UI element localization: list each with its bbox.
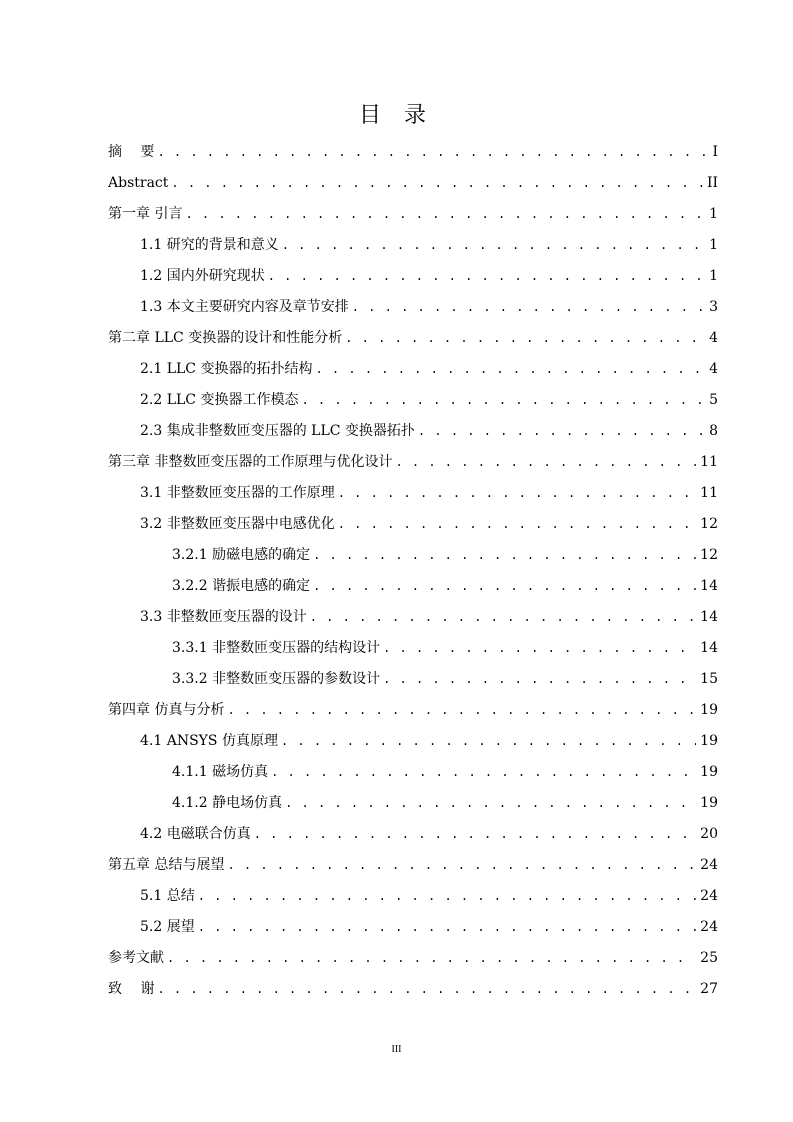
toc-entry-page: 14 xyxy=(700,578,718,594)
toc-entry[interactable] xyxy=(140,509,718,540)
toc-entry[interactable] xyxy=(140,292,718,323)
toc-dot-leader xyxy=(352,292,705,323)
toc-entry[interactable] xyxy=(140,819,718,850)
toc-entry-label: 3.3 非整数匝变压器的设计 xyxy=(140,609,307,625)
toc-entry-page: 24 xyxy=(700,888,718,904)
toc-dot-leader xyxy=(171,168,703,199)
toc-entry-page: 19 xyxy=(700,764,718,780)
toc-entry[interactable] xyxy=(108,695,718,726)
toc-entry[interactable] xyxy=(140,478,718,509)
toc-entry-page: 25 xyxy=(700,950,718,966)
toc-entry[interactable] xyxy=(140,385,718,416)
toc-entry-page: 12 xyxy=(700,547,718,563)
toc-entry[interactable] xyxy=(140,416,718,447)
toc-entry[interactable] xyxy=(108,943,718,974)
toc-entry-page: 19 xyxy=(700,733,718,749)
toc-entry-page: 19 xyxy=(700,795,718,811)
toc-dot-leader xyxy=(157,974,696,1005)
toc-dot-leader xyxy=(395,447,696,478)
toc-entry[interactable] xyxy=(108,137,718,168)
toc-entry-page: 24 xyxy=(700,919,718,935)
toc-dot-leader xyxy=(301,385,705,416)
toc-dot-leader xyxy=(227,850,696,881)
toc-dot-leader xyxy=(315,354,705,385)
toc-entry-page: 4 xyxy=(709,361,718,377)
toc-entry-label: 5.2 展望 xyxy=(140,919,195,935)
toc-entry-label: 3.2.1 励磁电感的确定 xyxy=(172,547,311,563)
toc-entry[interactable] xyxy=(172,757,718,788)
toc-entry-label: 4.1.2 静电场仿真 xyxy=(172,795,283,811)
toc-entry[interactable] xyxy=(108,199,718,230)
toc-entry[interactable] xyxy=(140,726,718,757)
toc-entry-label: 第二章 LLC 变换器的设计和性能分析 xyxy=(108,330,343,346)
toc-entry[interactable] xyxy=(108,974,718,1005)
toc-entry-label: 3.3.2 非整数匝变压器的参数设计 xyxy=(172,671,381,687)
toc-entry[interactable] xyxy=(108,168,718,199)
toc-entry-label: 第五章 总结与展望 xyxy=(108,857,225,873)
toc-entry[interactable] xyxy=(172,633,718,664)
toc-dot-leader xyxy=(310,602,696,633)
toc-entry-page: 1 xyxy=(709,237,718,253)
toc-entry[interactable] xyxy=(140,230,718,261)
toc-entry-page: 1 xyxy=(709,268,718,284)
toc-dot-leader xyxy=(198,881,696,912)
toc-entry[interactable] xyxy=(108,447,718,478)
toc-entry-page: 27 xyxy=(700,981,718,997)
toc-entry[interactable] xyxy=(172,788,718,819)
toc-entry[interactable] xyxy=(140,261,718,292)
page-number: III xyxy=(391,1044,402,1055)
toc-entry-label: 5.1 总结 xyxy=(140,888,195,904)
toc-dot-leader xyxy=(313,571,696,602)
toc-entry-page: 20 xyxy=(700,826,718,842)
toc-entry-page: 8 xyxy=(709,423,718,439)
toc-entry-page: 1 xyxy=(709,206,718,222)
toc-entry-label: 1.1 研究的背景和意义 xyxy=(140,237,279,253)
toc-entry-page: 12 xyxy=(700,516,718,532)
toc-entry-label: Abstract xyxy=(108,175,169,191)
toc-entry-page: 14 xyxy=(700,640,718,656)
toc-entry-label: 1.3 本文主要研究内容及章节安排 xyxy=(140,299,349,315)
toc-entry[interactable] xyxy=(172,540,718,571)
toc-dot-leader xyxy=(418,416,705,447)
toc-entry-label: 1.2 国内外研究现状 xyxy=(140,268,265,284)
toc-entry-label: 4.1 ANSYS 仿真原理 xyxy=(140,733,278,749)
toc-entry[interactable] xyxy=(172,571,718,602)
toc-entry-label: 3.3.1 非整数匝变压器的结构设计 xyxy=(172,640,381,656)
toc-entry-label: 参考文献 xyxy=(108,950,164,966)
toc-dot-leader xyxy=(268,261,705,292)
toc-entry-label: 3.1 非整数匝变压器的工作原理 xyxy=(140,485,335,501)
toc-entry-page: I xyxy=(712,144,718,160)
toc-entry-label: 2.1 LLC 变换器的拓扑结构 xyxy=(140,361,313,377)
toc-entry[interactable] xyxy=(108,850,718,881)
toc-entry-label: 3.2.2 谐振电感的确定 xyxy=(172,578,311,594)
toc-entry[interactable] xyxy=(140,881,718,912)
toc-dot-leader xyxy=(157,137,708,168)
toc-entry-label: 致 谢 xyxy=(108,981,155,997)
toc-dot-leader xyxy=(338,509,696,540)
toc-entry-page: 11 xyxy=(700,454,718,470)
toc-entry-label: 2.2 LLC 变换器工作模态 xyxy=(140,392,299,408)
toc-dot-leader xyxy=(285,788,696,819)
toc-entry-label: 2.3 集成非整数匝变压器的 LLC 变换器拓扑 xyxy=(140,423,415,439)
toc-dot-leader xyxy=(383,633,696,664)
toc-entry-page: 19 xyxy=(700,702,718,718)
toc-entry-page: 3 xyxy=(709,299,718,315)
toc-entry-page: 5 xyxy=(709,392,718,408)
toc-entry-page: 24 xyxy=(700,857,718,873)
toc-dot-leader xyxy=(198,912,696,943)
toc-entry[interactable] xyxy=(140,354,718,385)
toc-entry-label: 第四章 仿真与分析 xyxy=(108,702,225,718)
toc-entry-label: 第一章 引言 xyxy=(108,206,183,222)
toc-entry-page: 14 xyxy=(700,609,718,625)
toc-entry-label: 4.1.1 磁场仿真 xyxy=(172,764,269,780)
toc-entry-label: 摘 要 xyxy=(108,144,155,160)
toc-entry-page: 11 xyxy=(700,485,718,501)
toc-dot-leader xyxy=(271,757,696,788)
toc-entry[interactable] xyxy=(140,912,718,943)
toc-dot-leader xyxy=(313,540,696,571)
toc-entry-page: 15 xyxy=(700,671,718,687)
toc-dot-leader xyxy=(383,664,696,695)
toc-entry-label: 第三章 非整数匝变压器的工作原理与优化设计 xyxy=(108,454,393,470)
toc-entry-page: II xyxy=(706,175,718,191)
toc-entry[interactable] xyxy=(172,664,718,695)
toc-dot-leader xyxy=(254,819,696,850)
toc-dot-leader xyxy=(185,199,705,230)
toc-dot-leader xyxy=(227,695,696,726)
toc-entry-label: 4.2 电磁联合仿真 xyxy=(140,826,251,842)
toc-entry[interactable] xyxy=(140,602,718,633)
toc-dot-leader xyxy=(345,323,705,354)
toc-dot-leader xyxy=(167,943,696,974)
toc-dot-leader xyxy=(338,478,696,509)
toc-entry[interactable] xyxy=(108,323,718,354)
toc-dot-leader xyxy=(282,230,705,261)
toc-entry-page: 4 xyxy=(709,330,718,346)
page-title: 目 录 xyxy=(359,103,434,128)
toc-entry-label: 3.2 非整数匝变压器中电感优化 xyxy=(140,516,335,532)
toc-dot-leader xyxy=(281,726,696,757)
